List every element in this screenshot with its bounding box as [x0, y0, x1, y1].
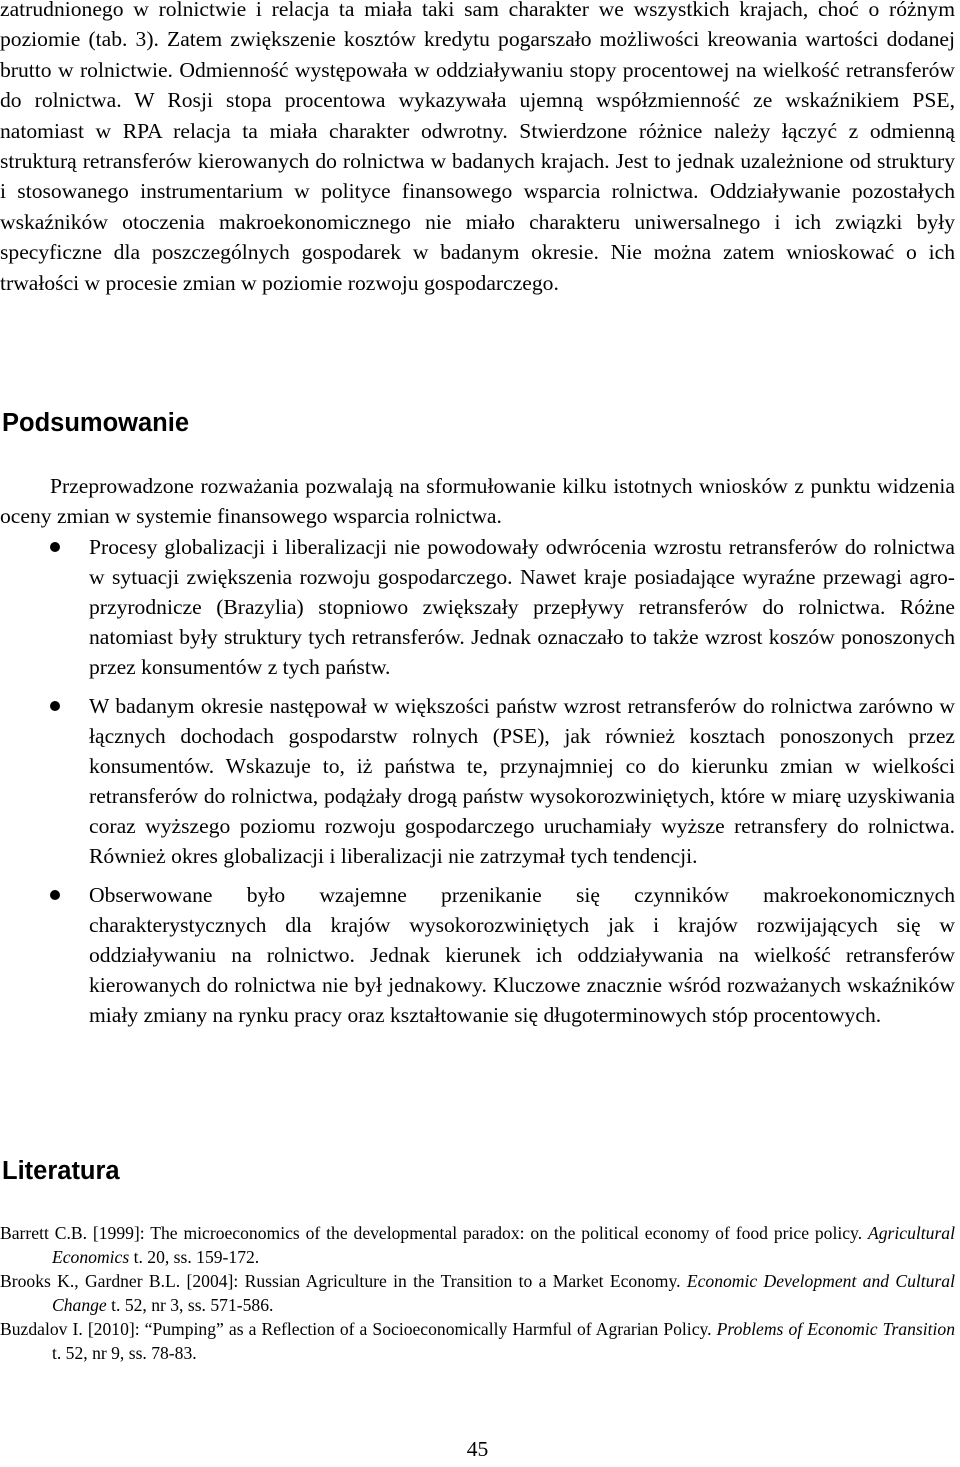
reference-journal: Agricultural Economics — [52, 1223, 955, 1267]
bullet-dot-icon — [50, 701, 60, 711]
summary-heading: Podsumowanie — [2, 409, 190, 437]
literature-heading: Literatura — [2, 1157, 120, 1185]
reference-item — [0, 1317, 955, 1365]
reference-text: Buzdalov I. [2010]: “Pumping” as a Reflection of a Socioeconomically Harmful of Agrarian Policy. — [0, 1319, 717, 1339]
summary-bullet-item — [0, 532, 955, 682]
reference-item — [0, 1269, 955, 1317]
reference-tail: t. 52, nr 9, ss. 78-83. — [52, 1343, 197, 1363]
summary-bullet-item — [0, 880, 955, 1030]
reference-tail: t. 52, nr 3, ss. 571-586. — [106, 1295, 274, 1315]
reference-tail: t. 20, ss. 159-172. — [129, 1247, 260, 1267]
page-number: 45 — [466, 1437, 489, 1461]
reference-text: Brooks K., Gardner B.L. [2004]: Russian Agriculture in the Transition to a Market Economy. — [0, 1271, 687, 1291]
reference-text: Barrett C.B. [1999]: The microeconomics of the developmental paradox: on the political economy of food price policy. — [0, 1223, 868, 1243]
bullet-dot-icon — [50, 890, 60, 900]
summary-bullet-list — [0, 532, 955, 1039]
summary-bullet-item — [0, 691, 955, 871]
reference-journal: Problems of Economic Transition — [716, 1319, 955, 1339]
reference-item — [0, 1221, 955, 1269]
summary-bullet-text: Procesy globalizacji i liberalizacji nie powodowały odwrócenia wzrostu retransferów do rolnictwa w sytuacji zwiększenia rozwoju gospodarczego. Nawet kraje posiadające wyraźne przewagi agro-przyrodnicze (Brazylia) stopniowo zwiększały przepływy retransferów do rolnictwa. Różne natomiast były struktury tych retransferów. Jednak oznaczało to także wzrost koszów ponoszonych przez konsumentów z tych państw. — [89, 535, 955, 679]
reference-journal: Economic Development and Cultural Change — [52, 1271, 955, 1315]
summary-bullet-text: W badanym okresie następował w większości państw wzrost retransferów do rolnictwa zarówno w łącznych dochodach gospodarstw rolnych (PSE), jak również kosztach ponoszonych przez konsumentów. Wskazuje to, iż państwa te, przynajmniej co do kierunku zmian w wielkości retransferów do rolnictwa, podążały drogą państw wysokorozwiniętych, które w miarę uzyskiwania coraz wyższego poziomu rozwoju gospodarczego uruchamiały wyższe retransfery do rolnictwa. Również okres globalizacji i liberalizacji nie zatrzymał tych tendencji. — [89, 694, 955, 868]
summary-bullet-text: Obserwowane było wzajemne przenikanie się czynników makroekonomicznych charakterystycznych dla krajów wysokorozwiniętych jak i krajów rozwijających się w oddziaływaniu na rolnictwo. Jednak kierunek ich oddziaływania na wielkość retransferów kierowanych do rolnictwa nie był jednakowy. Kluczowe znacznie wśród rozważanych wskaźników miały zmiany na rynku pracy oraz kształtowanie się długoterminowych stóp procentowych. — [89, 883, 955, 1027]
bullet-dot-icon — [50, 542, 60, 552]
reference-list — [0, 1221, 955, 1365]
summary-lead-paragraph: Przeprowadzone rozważania pozwalają na sformułowanie kilku istotnych wniosków z punktu widzenia oceny zmian w systemie finansowego wsparcia rolnictwa. — [0, 474, 955, 529]
intro-paragraph: zatrudnionego w rolnictwie i relacja ta miała taki sam charakter we wszystkich krajach, choć o różnym poziomie (tab. 3). Zatem zwiększenie kosztów kredytu pogarszało możliwości kreowania wartości dodanej brutto w rolnictwie. Odmienność występowała w oddziaływaniu stopy procentowej na wielkość retransferów do rolnictwa. W Rosji stopa procentowa wykazywała ujemną współzmienność ze wskaźnikiem PSE, natomiast w RPA relacja ta miała charakter odwrotny. Stwierdzone różnice należy łączyć z odmienną strukturą retransferów kierowanych do rolnictwa w badanych krajach. Jest to jednak uzależnione od struktury i stosowanego instrumentarium w polityce finansowego wsparcia rolnictwa. Oddziaływanie pozostałych wskaźników otoczenia makroekonomicznego nie miało charakteru uniwersalnego i ich związki były specyficzne dla poszczególnych gospodarek w badanym okresie. Nie można zatem wnioskować o ich trwałości w procesie zmian w poziomie rozwoju gospodarczego. — [0, 0, 955, 295]
